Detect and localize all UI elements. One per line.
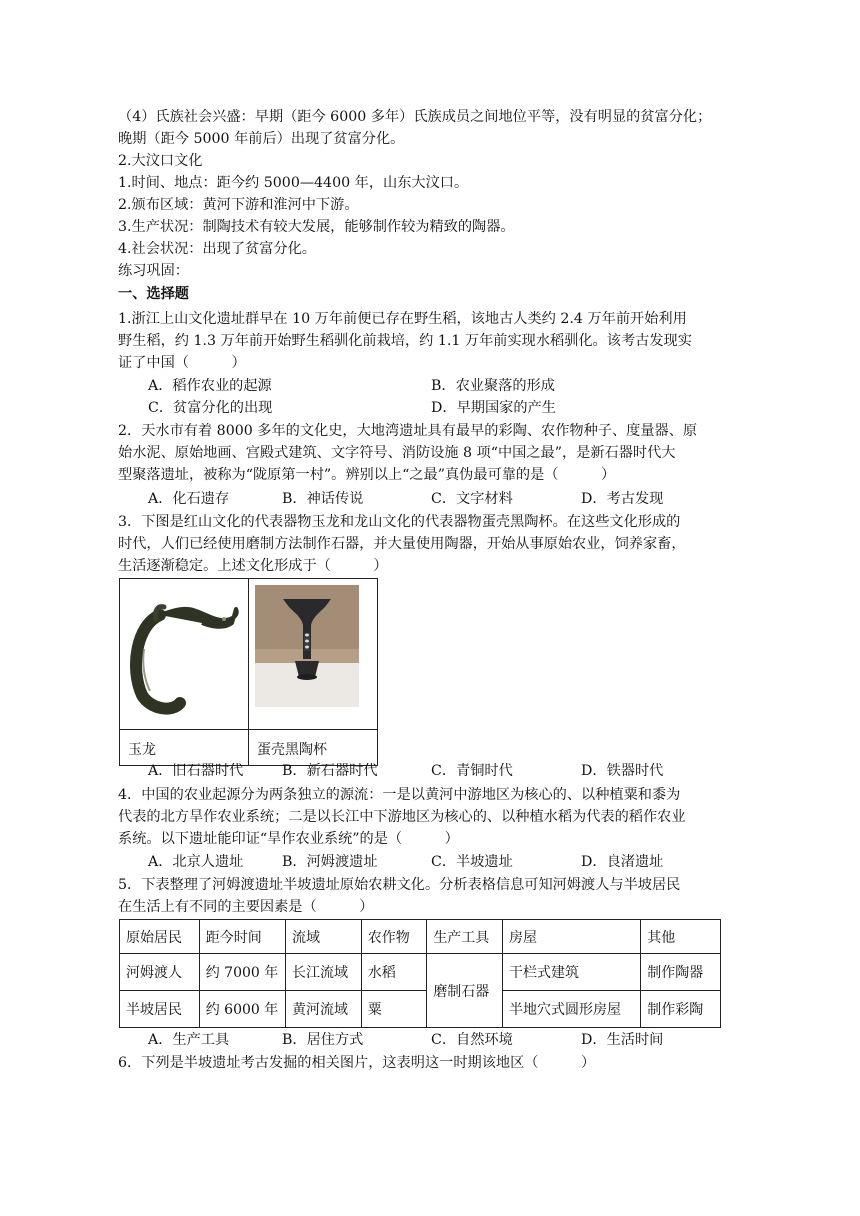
section-heading: 一、选择题 (118, 286, 189, 302)
table-header-cell: 房屋 (503, 920, 641, 954)
option-b: B．新石器时代 (282, 763, 378, 779)
black-pottery-cup-cell (249, 579, 378, 730)
option-d: D．早期国家的产生 (431, 400, 556, 416)
artifact-image-table (119, 578, 378, 766)
table-header-cell: 其他 (641, 920, 721, 954)
table-cell: 约 6000 年 (199, 991, 285, 1028)
table-header-cell: 距今时间 (199, 920, 285, 954)
question-5-line: 在生活上有不同的主要因素是（ ） (118, 899, 374, 915)
jade-dragon-cell (120, 579, 249, 730)
comparison-table (119, 919, 721, 1028)
option-d: D．铁器时代 (581, 763, 664, 779)
table-cell: 干栏式建筑 (503, 954, 641, 991)
option-c: C．文字材料 (431, 491, 513, 507)
table-cell-shared-tool: 磨制石器 (427, 954, 503, 1028)
table-row (120, 954, 721, 991)
option-b: B．农业聚落的形成 (431, 378, 555, 394)
question-1-line: 证了中国（ ） (118, 355, 246, 371)
question-4-line: 4．中国的农业起源分为两条独立的源流：一是以黄河中游地区为核心的、以种植粟和黍为 (118, 787, 681, 803)
jade-dragon-caption: 玉龙 (128, 742, 156, 758)
text-line: 2.颁布区域：黄河下游和淮河中下游。 (118, 197, 359, 213)
question-3-line: 时代，人们已经使用磨制方法制作石器，并大量使用陶器，开始从事原始农业，饲养家畜， (118, 536, 686, 552)
option-b: B．居住方式 (282, 1032, 364, 1048)
option-d: D．生活时间 (581, 1032, 664, 1048)
question-4-line: 代表的北方旱作农业系统；二是以长江中下游地区为核心的、以种植水稻为代表的稻作农业 (118, 809, 686, 825)
table-cell: 半地穴式圆形房屋 (503, 991, 641, 1028)
table-header-row (120, 920, 721, 954)
option-b: B．河姆渡遗址 (282, 854, 378, 870)
table-row (120, 991, 721, 1028)
table-cell: 长江流域 (286, 954, 362, 991)
table-cell: 约 7000 年 (199, 954, 285, 991)
option-a: A．稻作农业的起源 (148, 378, 272, 394)
option-c: C．半坡遗址 (431, 854, 513, 870)
section-title: 2.大汶口文化 (118, 153, 203, 169)
question-2-line: 型聚落遗址，被称为“陇原第一村”。辨别以上“之最”真伪最可靠的是（ ） (118, 467, 616, 483)
question-2-line: 2．天水市有着 8000 多年的文化史，大地湾遗址具有最早的彩陶、农作物种子、度量器、原 (118, 423, 698, 439)
text-line: 练习巩固： (118, 263, 189, 279)
table-cell: 半坡居民 (120, 991, 200, 1028)
question-1-line: 1.浙江上山文化遗址群早在 10 万年前便已存在野生稻，该地古人类约 2.4 万年前开始利用 (118, 311, 687, 327)
text-line: 1.时间、地点：距今约 5000—4400 年，山东大汶口。 (118, 175, 469, 191)
black-pottery-cup-image (255, 585, 359, 707)
option-a: A．旧石器时代 (148, 763, 244, 779)
text-line: （4）氏族社会兴盛：早期（距今 6000 多年）氏族成员之间地位平等，没有明显的贫富分化； (118, 109, 712, 125)
option-a: A．北京人遗址 (148, 854, 244, 870)
table-header-cell: 生产工具 (427, 920, 503, 954)
question-1-line: 野生稻，约 1.3 万年前开始野生稻驯化前栽培，约 1.1 万年前实现水稻驯化。该考古发现实 (118, 333, 692, 349)
black-pottery-cup-caption: 蛋壳黑陶杯 (257, 742, 327, 758)
question-3-line: 3．下图是红山文化的代表器物玉龙和龙山文化的代表器物蛋壳黑陶杯。在这些文化形成的 (118, 514, 681, 530)
question-2-line: 始水泥、原始地画、宫殿式建筑、文字符号、消防设施 8 项“中国之最”，是新石器时代大 (118, 445, 676, 461)
table-cell: 粟 (361, 991, 427, 1028)
table-cell: 制作彩陶 (641, 991, 721, 1028)
table-header-cell: 原始居民 (120, 920, 200, 954)
table-cell: 制作陶器 (641, 954, 721, 991)
question-5-line: 5．下表整理了河姆渡遗址半坡遗址原始农耕文化。分析表格信息可知河姆渡人与半坡居民 (118, 877, 681, 893)
table-header-cell: 农作物 (361, 920, 427, 954)
table-cell: 河姆渡人 (120, 954, 200, 991)
option-b: B．神话传说 (282, 491, 364, 507)
option-a: A．化石遗存 (148, 491, 230, 507)
text-line: 晚期（距今 5000 年前后）出现了贫富分化。 (118, 131, 405, 147)
question-3-line: 生活逐渐稳定。上述文化形成于（ ） (118, 558, 388, 574)
table-cell: 水稻 (361, 954, 427, 991)
option-c: C．青铜时代 (431, 763, 513, 779)
option-c: C．自然环境 (431, 1032, 513, 1048)
table-header-cell: 流域 (286, 920, 362, 954)
option-c: C．贫富分化的出现 (148, 400, 273, 416)
option-a: A．生产工具 (148, 1032, 230, 1048)
table-cell: 黄河流域 (286, 991, 362, 1028)
question-4-line: 系统。以下遗址能印证“旱作农业系统”的是（ ） (118, 831, 459, 847)
text-line: 3.生产状况：制陶技术有较大发展，能够制作较为精致的陶器。 (118, 219, 515, 235)
option-d: D．考古发现 (581, 491, 664, 507)
jade-dragon-image (120, 579, 248, 725)
question-6-line: 6．下列是半坡遗址考古发掘的相关图片，这表明这一时期该地区（ ） (118, 1055, 596, 1071)
text-line: 4.社会状况：出现了贫富分化。 (118, 241, 316, 257)
option-d: D．良渚遗址 (581, 854, 664, 870)
